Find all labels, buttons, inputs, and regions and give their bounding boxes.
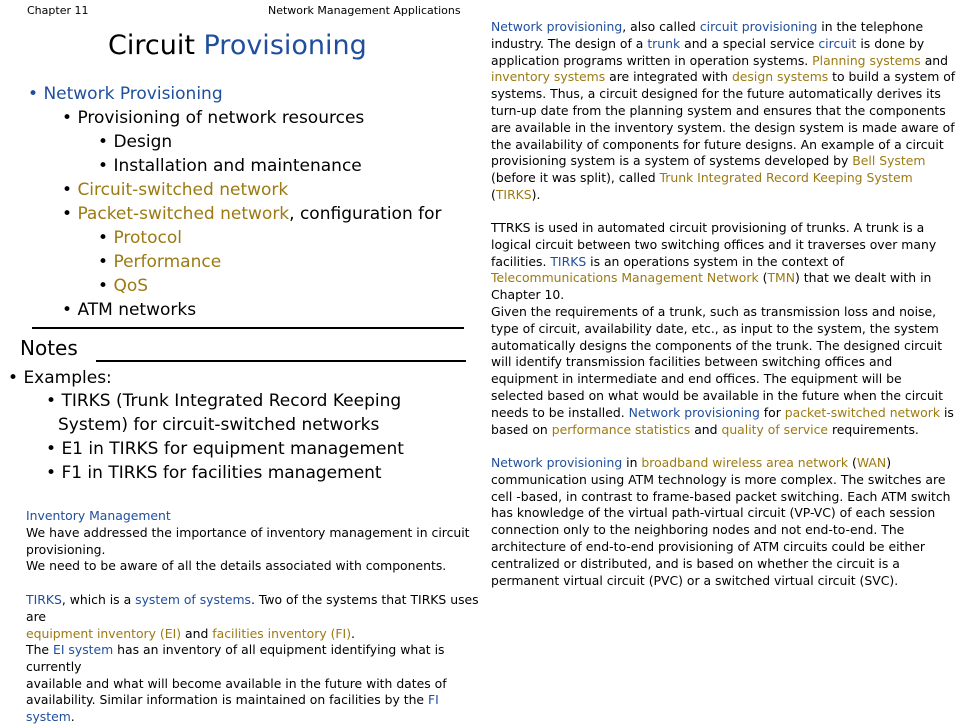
- ei-line-3: availability. Similar information is maintained on facilities by the FI system.: [26, 692, 439, 725]
- slide-title: [108, 30, 367, 61]
- text-run: requirements.: [828, 421, 919, 437]
- divider-notes: [96, 360, 466, 362]
- text-run: performance statistics: [551, 421, 691, 437]
- text-run: ).: [531, 186, 541, 202]
- text-run: for: [759, 404, 785, 420]
- example-e1: • E1 in TIRKS for equipment management: [46, 439, 404, 459]
- text-run: Network provisioning: [491, 455, 623, 470]
- ei-line-2: available and what will become available in the future with dates of: [26, 675, 447, 691]
- example-tirks-cont: System) for circuit-switched networks: [58, 415, 380, 435]
- bullet-provisioning-resources: • Provisioning of network resources: [62, 108, 365, 128]
- text-run: in: [622, 455, 642, 470]
- text-run: and: [690, 421, 722, 437]
- text-run: and: [920, 52, 948, 68]
- text-run: is done by application programs written in operation systems.: [491, 35, 925, 68]
- text-run: is based on: [491, 404, 954, 437]
- bullet-protocol: • Protocol: [98, 228, 182, 248]
- right-paragraph-1: [491, 19, 956, 204]
- text-run: trunk: [647, 35, 681, 51]
- right-paragraph-3: [491, 304, 956, 438]
- text-run: and a special service: [680, 35, 819, 51]
- example-f1: • F1 in TIRKS for facilities management: [46, 463, 382, 483]
- text-run: TIRKS: [550, 253, 587, 269]
- inventory-line-3: We need to be aware of all the details associated with components.: [26, 558, 447, 574]
- bullet-circuit-switched: • Circuit-switched network: [62, 180, 289, 200]
- text-run: TTRKS is used in automated circuit provisioning of trunks. A trunk is a logical circuit between two switching offices and it traverses over many facilities.: [491, 220, 937, 269]
- bullet-atm: • ATM networks: [62, 300, 197, 320]
- tirks-line-2: equipment inventory (EI) and facilities inventory (FI).: [26, 625, 355, 641]
- ei-line-1: The EI system has an inventory of all equipment identifying what is currently: [26, 642, 445, 674]
- text-run: circuit provisioning: [699, 19, 818, 34]
- text-run: TMN: [767, 270, 795, 286]
- bullet-network-provisioning: • Network Provisioning: [28, 84, 223, 104]
- bullet-performance: • Performance: [98, 252, 222, 272]
- text-run: Telecommunications Management Network: [491, 270, 759, 286]
- bullet-design: • Design: [98, 132, 173, 152]
- right-paragraph-2: [491, 220, 956, 304]
- tirks-block: [26, 592, 486, 642]
- title-part2: Provisioning: [203, 30, 367, 61]
- text-run: inventory systems: [491, 69, 606, 85]
- text-run: (: [491, 186, 496, 202]
- section-label: Network Management Applications: [268, 4, 461, 17]
- text-run: packet-switched network: [784, 404, 941, 420]
- bullet-qos: • QoS: [98, 276, 149, 296]
- title-part1: Circuit: [108, 30, 204, 61]
- notes-title: Notes: [20, 336, 78, 360]
- text-run: to build a system of systems. Thus, a circuit designed for the future automatically derives its turn-up date from the planning system and ensures that the components are available in the inventory system. the design system is made aware of the availability of components for future designs. An example of a circuit provisioning system is a system of systems developed by: [491, 69, 956, 169]
- text-run: in the telephone industry. The design of a: [491, 19, 924, 51]
- bullet-packet-switched: • Packet-switched network, configuration for: [62, 204, 442, 224]
- examples-label: • Examples:: [8, 368, 112, 388]
- inventory-title: Inventory Management: [26, 508, 171, 523]
- chapter-label: Chapter 11: [27, 4, 89, 17]
- text-run: Network provisioning: [628, 404, 760, 420]
- text-run: Given the requirements of a trunk, such as transmission loss and noise, type of circuit, availability date, etc., as input to the system, the system automatically designs the components of the trunk. The designed circuit will identify transmission facilities between switching offices and equipment in intermediate and end offices. The equipment will be selected based on what would be available in the future when the circuit needs to be installed.: [491, 304, 943, 420]
- inventory-line-2: provisioning.: [26, 541, 106, 557]
- text-run: (before it was split), called: [491, 170, 660, 186]
- text-run: (: [758, 270, 768, 286]
- example-tirks: • TIRKS (Trunk Integrated Record Keeping: [46, 391, 402, 411]
- text-run: ) that we dealt with in Chapter 10.: [491, 270, 932, 303]
- text-run: design systems: [731, 69, 829, 85]
- text-run: broadband wireless area network: [641, 455, 849, 470]
- inventory-block: [26, 508, 476, 575]
- text-run: TIRKS: [495, 186, 532, 202]
- text-run: circuit: [818, 35, 857, 51]
- text-run: WAN: [856, 455, 887, 470]
- text-run: Bell System: [852, 153, 926, 169]
- inventory-line-1: We have addressed the importance of inventory management in circuit: [26, 524, 470, 540]
- text-run: Trunk Integrated Record Keeping System: [659, 170, 913, 186]
- ei-block: [26, 642, 486, 726]
- tirks-line-1: TIRKS, which is a system of systems. Two of the systems that TIRKS uses are: [26, 592, 479, 624]
- bullet-installation: • Installation and maintenance: [98, 156, 362, 176]
- text-run: ) communication using ATM technology is more complex. The switches are cell -based, in contrast to frame-based packet switching. Each ATM switch has knowledge of the virtual path-virtual circuit (VP-VC) of each session connection only to the neighboring nodes and not end-to-end. The architecture of end-to-end provisioning of ATM circuits could be either centralized or distributed, and is based on whether the circuit is a permanent virtual circuit (PVC) or a switched virtual circuit (SVC).: [491, 455, 951, 588]
- text-run: is an operations system in the context of: [586, 253, 845, 269]
- text-run: Network provisioning: [491, 19, 623, 34]
- text-run: (: [848, 455, 857, 470]
- text-run: , also called: [622, 19, 700, 34]
- text-run: are integrated with: [605, 69, 732, 85]
- text-run: Planning systems: [812, 52, 921, 68]
- right-paragraph-4: [491, 455, 956, 589]
- text-run: quality of service: [721, 421, 829, 437]
- divider-top: [32, 327, 464, 329]
